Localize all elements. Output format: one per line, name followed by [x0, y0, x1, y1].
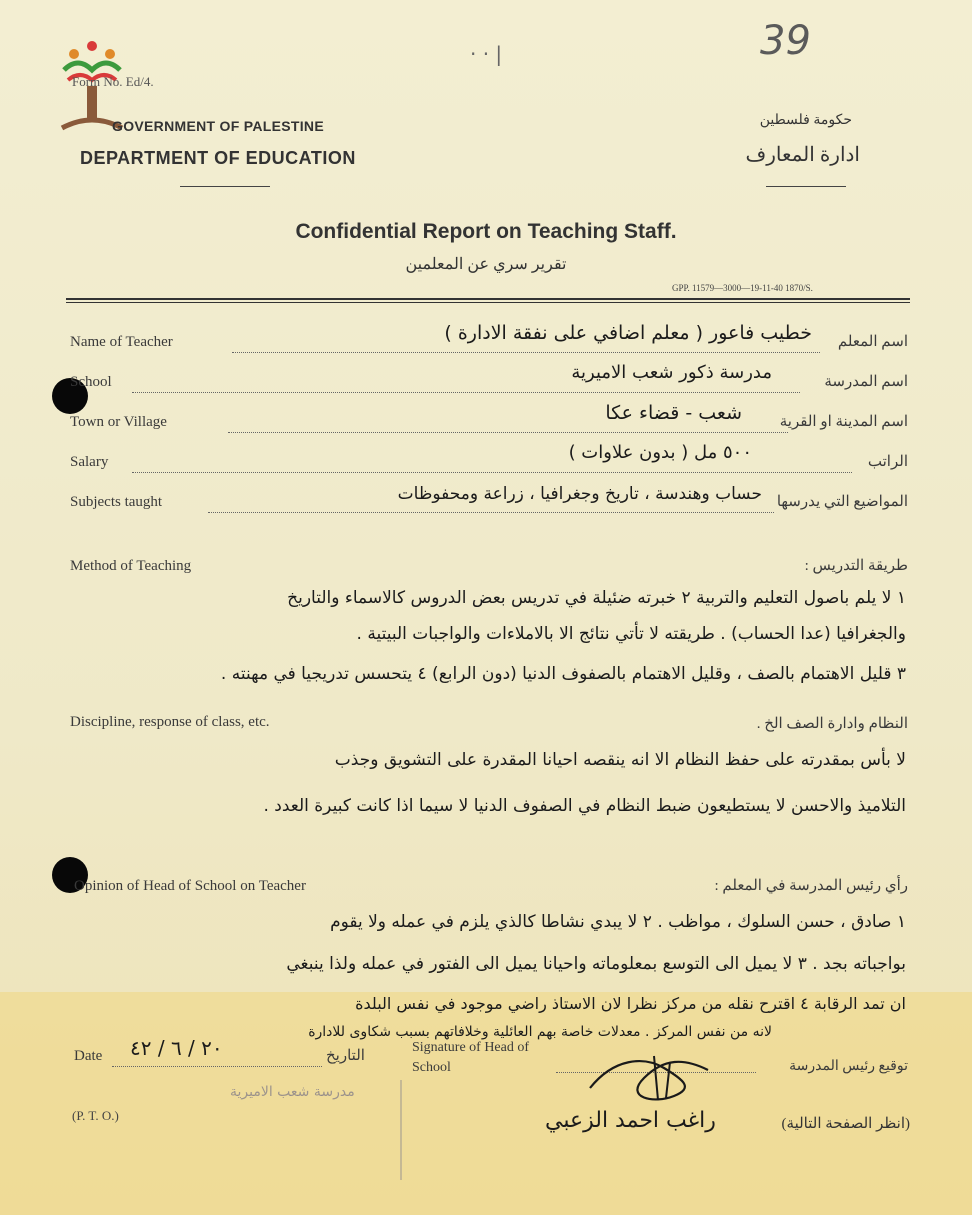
signature-label: Signature of Head of School — [412, 1040, 530, 1075]
report-title: Confidential Report on Teaching Staff. — [295, 220, 677, 243]
subjects-label: Subjects taught — [70, 494, 163, 510]
salary-label-arabic: الراتب — [867, 454, 908, 470]
teacher-name-line — [232, 352, 820, 353]
salary-label: Salary — [70, 454, 109, 470]
school-stamp — [100, 1080, 402, 1180]
department-heading-arabic: ادارة المعارف — [745, 144, 860, 166]
school-label: School — [70, 374, 112, 390]
header-divider-left — [180, 186, 270, 187]
date-value: ٢٠ / ٦ / ٤٢ — [130, 1036, 223, 1060]
date-label-arabic: التاريخ — [326, 1048, 365, 1064]
subjects-line — [208, 512, 774, 513]
date-line — [112, 1066, 322, 1067]
salary-line — [132, 472, 852, 473]
method-label-arabic: طريقة التدريس : — [804, 558, 908, 574]
opinion-line-4: لانه من نفس المركز . معدلات خاصة بهم العائلية وخلافاتهم بسبب شكاوى للادارة — [308, 1024, 772, 1040]
discipline-line-1: لا بأس بمقدرته على حفظ النظام الا انه ينقصه احيانا المقدرة على التشويق وجذب — [334, 750, 906, 770]
teacher-name-label-arabic: اسم المعلم — [837, 334, 908, 350]
school-line — [132, 392, 800, 393]
title-rule-top — [66, 298, 910, 300]
government-heading: GOVERNMENT OF PALESTINE — [112, 118, 324, 134]
discipline-label: Discipline, response of class, etc. — [70, 714, 270, 730]
print-code: GPP. 11579—3000—19-11-40 1870/S. — [672, 283, 813, 293]
teacher-name-label: Name of Teacher — [70, 334, 173, 350]
discipline-line-2: التلاميذ والاحسن لا يستطيعون ضبط النظام في الصفوف الدنيا لا سيما اذا كانت كبيرة العدد . — [263, 796, 906, 816]
title-rule-bottom — [66, 302, 910, 303]
subjects-value: حساب وهندسة ، تاريخ وجغرافيا ، زراعة ومحفوظات — [397, 484, 762, 504]
department-heading: DEPARTMENT OF EDUCATION — [80, 148, 356, 168]
header-divider-right — [766, 186, 846, 187]
government-heading-arabic: حكومة فلسطين — [759, 113, 852, 128]
town-label: Town or Village — [70, 414, 167, 430]
town-label-arabic: اسم المدينة او القرية — [779, 414, 908, 430]
opinion-line-1: ١ صادق ، حسن السلوك ، مواظب . ٢ لا يبدي نشاطا كالذي يلزم في عمله ولا يقوم — [330, 912, 906, 932]
method-line-1: ١ لا يلم باصول التعليم والتربية ٢ خبرته ضئيلة في تدريس بعض الدروس كالاسماء والتاريخ — [287, 588, 906, 608]
subjects-label-arabic: المواضيع التي يدرسها — [776, 494, 908, 510]
form-number: Form No. Ed/4. — [72, 74, 154, 89]
discipline-label-arabic: النظام وادارة الصف الخ . — [756, 716, 908, 732]
signature-name: راغب احمد الزعبي — [545, 1108, 716, 1133]
method-line-3: ٣ قليل الاهتمام بالصف ، وقليل الاهتمام بالصفوف الدنيا (دون الرابع) ٤ يتحسس تدريجيا في مهنته . — [220, 664, 906, 684]
method-line-2: والجغرافيا (عدا الحساب) . طريقته لا تأتي نتائج الا بالاملاءات والواجبات البيتية . — [356, 624, 906, 644]
salary-value: ٥٠٠ مل ( بدون علاوات ) — [568, 442, 752, 463]
page-number: 39 — [760, 18, 811, 64]
school-label-arabic: اسم المدرسة — [824, 374, 908, 390]
town-value: شعب - قضاء عكا — [605, 402, 742, 424]
report-title-arabic: تقرير سري عن المعلمين — [405, 256, 567, 273]
pto-label-arabic: (انظر الصفحة التالية) — [781, 1116, 910, 1132]
pto-label: (P. T. O.) — [72, 1108, 119, 1123]
top-marks: · · | — [470, 42, 503, 66]
town-line — [228, 432, 788, 433]
date-label: Date — [74, 1048, 103, 1064]
opinion-line-3: ان تمد الرقابة ٤ اقترح نقله من مركز نظرا لان الاستاذ راضي موجود في نفس البلدة — [355, 994, 906, 1013]
opinion-label-arabic: رأي رئيس المدرسة في المعلم : — [714, 878, 908, 894]
method-label: Method of Teaching — [70, 558, 192, 574]
teacher-name-value: خطيب فاعور ( معلم اضافي على نفقة الادارة ) — [444, 322, 812, 344]
signature-scribble-icon — [584, 1048, 714, 1108]
signature-label-arabic: توقيع رئيس المدرسة — [789, 1059, 908, 1074]
school-value: مدرسة ذكور شعب الاميرية — [571, 362, 772, 383]
opinion-line-2: بواجباته بجد . ٣ لا يميل الى التوسع بمعلوماته واحيانا يميل الى الفتور في عمله ولذا ينبغي — [286, 954, 906, 974]
opinion-label: Opinion of Head of School on Teacher — [74, 878, 306, 894]
stamp-text: مدرسة شعب الاميرية — [230, 1084, 355, 1100]
